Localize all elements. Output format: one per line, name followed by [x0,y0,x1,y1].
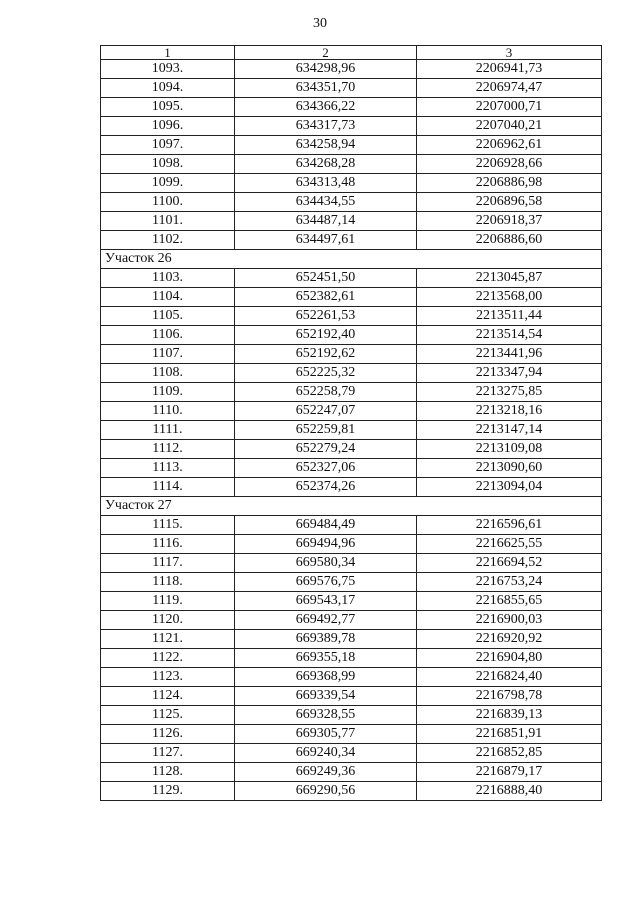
table-row [101,516,602,535]
table-row [101,459,602,478]
point-number-cell: 1106. [101,326,235,345]
y-coordinate-cell: 2213275,85 [417,383,602,402]
y-coordinate-cell: 2216694,52 [417,554,602,573]
y-coordinate-cell: 2216596,61 [417,516,602,535]
table-row [101,535,602,554]
table-row [101,174,602,193]
table-row [101,649,602,668]
table-row [101,611,602,630]
y-coordinate-cell: 2213347,94 [417,364,602,383]
x-coordinate-cell: 669305,77 [235,725,417,744]
coordinates-table-body [101,46,602,801]
x-coordinate-cell: 669240,34 [235,744,417,763]
x-coordinate-cell: 634298,96 [235,60,417,79]
point-number-cell: 1101. [101,212,235,231]
x-coordinate-cell: 652327,06 [235,459,417,478]
table-row [101,592,602,611]
table-row [101,668,602,687]
x-coordinate-cell: 669580,34 [235,554,417,573]
y-coordinate-cell: 2207000,71 [417,98,602,117]
x-coordinate-cell: 669368,99 [235,668,417,687]
point-number-cell: 1110. [101,402,235,421]
header-row [101,46,602,60]
table-row [101,212,602,231]
y-coordinate-cell: 2213514,54 [417,326,602,345]
point-number-cell: 1111. [101,421,235,440]
section-title: Участок 27 [101,497,602,516]
x-coordinate-cell: 669339,54 [235,687,417,706]
y-coordinate-cell: 2216920,92 [417,630,602,649]
x-coordinate-cell: 652192,62 [235,345,417,364]
x-coordinate-cell: 634497,61 [235,231,417,250]
table-row [101,155,602,174]
y-coordinate-cell: 2206918,37 [417,212,602,231]
y-coordinate-cell: 2216753,24 [417,573,602,592]
table-row [101,79,602,98]
x-coordinate-cell: 669576,75 [235,573,417,592]
x-coordinate-cell: 634313,48 [235,174,417,193]
point-number-cell: 1129. [101,782,235,801]
y-coordinate-cell: 2206962,61 [417,136,602,155]
point-number-cell: 1128. [101,763,235,782]
table-row [101,630,602,649]
section-header-row [101,250,602,269]
y-coordinate-cell: 2213045,87 [417,269,602,288]
table-row [101,231,602,250]
point-number-cell: 1098. [101,155,235,174]
y-coordinate-cell: 2216824,40 [417,668,602,687]
y-coordinate-cell: 2216798,78 [417,687,602,706]
point-number-cell: 1119. [101,592,235,611]
x-coordinate-cell: 669328,55 [235,706,417,725]
column-header-3: 3 [417,46,602,60]
y-coordinate-cell: 2206896,58 [417,193,602,212]
x-coordinate-cell: 634487,14 [235,212,417,231]
y-coordinate-cell: 2216879,17 [417,763,602,782]
point-number-cell: 1093. [101,60,235,79]
y-coordinate-cell: 2216851,91 [417,725,602,744]
y-coordinate-cell: 2213441,96 [417,345,602,364]
table-row [101,307,602,326]
y-coordinate-cell: 2206886,98 [417,174,602,193]
x-coordinate-cell: 669249,36 [235,763,417,782]
point-number-cell: 1123. [101,668,235,687]
point-number-cell: 1094. [101,79,235,98]
y-coordinate-cell: 2206941,73 [417,60,602,79]
x-coordinate-cell: 652374,26 [235,478,417,497]
y-coordinate-cell: 2216900,03 [417,611,602,630]
y-coordinate-cell: 2216852,85 [417,744,602,763]
table-row [101,478,602,497]
x-coordinate-cell: 634317,73 [235,117,417,136]
column-header-1: 1 [101,46,235,60]
y-coordinate-cell: 2216855,65 [417,592,602,611]
point-number-cell: 1099. [101,174,235,193]
point-number-cell: 1097. [101,136,235,155]
table-row [101,326,602,345]
x-coordinate-cell: 669484,49 [235,516,417,535]
x-coordinate-cell: 634268,28 [235,155,417,174]
point-number-cell: 1096. [101,117,235,136]
x-coordinate-cell: 652451,50 [235,269,417,288]
point-number-cell: 1118. [101,573,235,592]
table-row [101,364,602,383]
y-coordinate-cell: 2213218,16 [417,402,602,421]
x-coordinate-cell: 634258,94 [235,136,417,155]
table-row [101,725,602,744]
y-coordinate-cell: 2213511,44 [417,307,602,326]
y-coordinate-cell: 2213109,08 [417,440,602,459]
table-row [101,383,602,402]
x-coordinate-cell: 652382,61 [235,288,417,307]
x-coordinate-cell: 652247,07 [235,402,417,421]
page-number: 30 [313,16,327,31]
point-number-cell: 1113. [101,459,235,478]
x-coordinate-cell: 652279,24 [235,440,417,459]
y-coordinate-cell: 2206886,60 [417,231,602,250]
point-number-cell: 1105. [101,307,235,326]
table-row [101,421,602,440]
point-number-cell: 1121. [101,630,235,649]
point-number-cell: 1108. [101,364,235,383]
section-title: Участок 26 [101,250,602,269]
x-coordinate-cell: 634434,55 [235,193,417,212]
point-number-cell: 1117. [101,554,235,573]
point-number-cell: 1122. [101,649,235,668]
table-row [101,687,602,706]
section-header-row [101,497,602,516]
y-coordinate-cell: 2216625,55 [417,535,602,554]
y-coordinate-cell: 2216839,13 [417,706,602,725]
point-number-cell: 1115. [101,516,235,535]
point-number-cell: 1127. [101,744,235,763]
y-coordinate-cell: 2216888,40 [417,782,602,801]
table-row [101,345,602,364]
point-number-cell: 1124. [101,687,235,706]
y-coordinate-cell: 2216904,80 [417,649,602,668]
coordinates-table [100,45,602,801]
point-number-cell: 1100. [101,193,235,212]
table-row [101,98,602,117]
point-number-cell: 1116. [101,535,235,554]
table-row [101,60,602,79]
table-row [101,288,602,307]
point-number-cell: 1120. [101,611,235,630]
table-row [101,763,602,782]
point-number-cell: 1114. [101,478,235,497]
table-row [101,117,602,136]
table-row [101,440,602,459]
y-coordinate-cell: 2213094,04 [417,478,602,497]
x-coordinate-cell: 669543,17 [235,592,417,611]
point-number-cell: 1125. [101,706,235,725]
table-row [101,573,602,592]
table-row [101,269,602,288]
x-coordinate-cell: 652258,79 [235,383,417,402]
point-number-cell: 1112. [101,440,235,459]
y-coordinate-cell: 2206928,66 [417,155,602,174]
point-number-cell: 1095. [101,98,235,117]
y-coordinate-cell: 2213090,60 [417,459,602,478]
x-coordinate-cell: 669290,56 [235,782,417,801]
y-coordinate-cell: 2213568,00 [417,288,602,307]
point-number-cell: 1126. [101,725,235,744]
x-coordinate-cell: 669494,96 [235,535,417,554]
table-row [101,402,602,421]
table-row [101,193,602,212]
point-number-cell: 1107. [101,345,235,364]
x-coordinate-cell: 652261,53 [235,307,417,326]
table-row [101,554,602,573]
y-coordinate-cell: 2206974,47 [417,79,602,98]
x-coordinate-cell: 669492,77 [235,611,417,630]
point-number-cell: 1102. [101,231,235,250]
x-coordinate-cell: 652259,81 [235,421,417,440]
table-row [101,782,602,801]
point-number-cell: 1104. [101,288,235,307]
y-coordinate-cell: 2213147,14 [417,421,602,440]
point-number-cell: 1109. [101,383,235,402]
table-row [101,706,602,725]
point-number-cell: 1103. [101,269,235,288]
x-coordinate-cell: 634366,22 [235,98,417,117]
x-coordinate-cell: 634351,70 [235,79,417,98]
x-coordinate-cell: 669355,18 [235,649,417,668]
column-header-2: 2 [235,46,417,60]
table-row [101,136,602,155]
y-coordinate-cell: 2207040,21 [417,117,602,136]
x-coordinate-cell: 652225,32 [235,364,417,383]
table-row [101,744,602,763]
x-coordinate-cell: 669389,78 [235,630,417,649]
x-coordinate-cell: 652192,40 [235,326,417,345]
